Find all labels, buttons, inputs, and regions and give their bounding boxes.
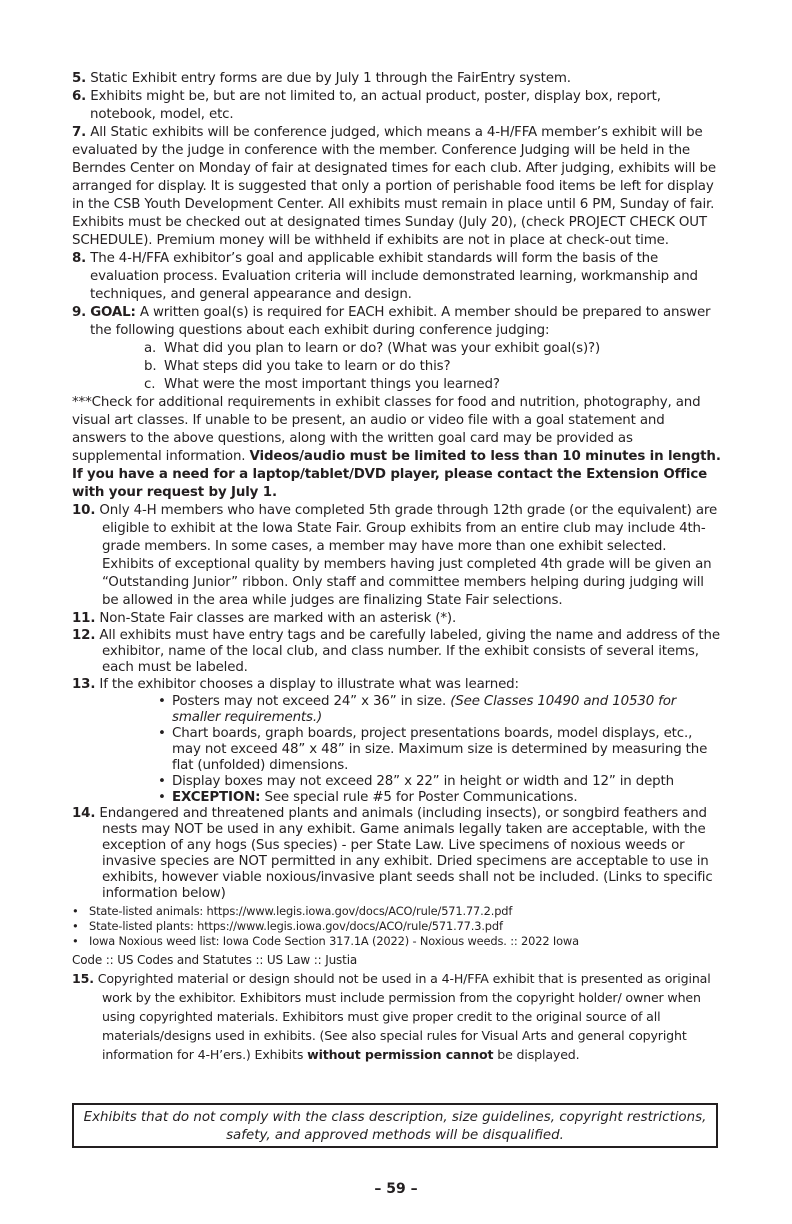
disqualification-notice: Exhibits that do not comply with the class description, size guidelines, copyright restrictions, safety, and approved methods will be disqualified. (72, 1103, 718, 1148)
rule-9 (72, 304, 722, 340)
rule-text: Exhibits might be, but are not limited to, an actual product, poster, display box, report, notebook, model, etc. (90, 89, 661, 122)
rule-number: 10. (72, 503, 96, 518)
goal-note (72, 394, 722, 502)
question-letter: c. (144, 377, 156, 392)
display-size-list (72, 694, 722, 806)
list-item[interactable] (72, 904, 722, 919)
note-bold-text: Videos/audio must be limited to less than 10 minutes in length. If you have a need for a laptop/tablet/DVD player, please contact the Extension Office with your request by July 1. (72, 449, 721, 500)
rule-11 (72, 610, 722, 628)
bullet-italic-text: (See Classes 10490 and 10530 for smaller requirements.) (172, 694, 677, 725)
list-item (158, 790, 722, 806)
rule-5 (72, 70, 722, 88)
list-item (158, 694, 722, 726)
note-text: ***Check for additional requirements in exhibit classes for food and nutrition, photography, and visual art classes. If unable to be present, an audio or video file with a goal statement and answers to the above questions, along with the written goal card may be provided as supplemental information. (72, 395, 701, 464)
bullet-icon: • (72, 919, 79, 933)
list-item (144, 340, 722, 358)
rule-number: 7. (72, 125, 87, 140)
rule-number: 8. (72, 251, 87, 266)
question-letter: a. (144, 341, 157, 356)
rule-end-text: be displayed. (497, 1047, 580, 1062)
rules-content (72, 70, 722, 1064)
rule-6 (72, 88, 722, 124)
bullet-icon: • (72, 904, 79, 918)
bullet-icon: • (72, 934, 79, 948)
rule-text: If the exhibitor chooses a display to illustrate what was learned: (99, 677, 519, 692)
bullet-text: Posters may not exceed 24” x 36” in size. (172, 694, 447, 709)
bullet-text: Chart boards, graph boards, project presentations boards, model displays, etc., may not exceed 48” x 48” in size. Maximum size is determined by measuring the flat (unfolded) dimensions. (172, 726, 708, 773)
bullet-icon: • (158, 694, 166, 709)
rule-text: All exhibits must have entry tags and be carefully labeled, giving the name and address of the exhibitor, name of the local club, and class number. If the exhibit consists of several items, each must be labeled. (99, 628, 720, 675)
bullet-text: See special rule #5 for Poster Communications. (264, 790, 578, 805)
rule-text: Endangered and threatened plants and animals (including insects), or songbird feathers and nests may NOT be used in any exhibit. Game animals legally taken are acceptable, with the exception of any hogs (Sus species) - per State Law. Live specimens of noxious weeds or invasive species are NOT permitted in any exhibit. Dried specimens are acceptable to use in exhibits, however viable noxious/invasive plant seeds shall not be included. (Links to specific information below) (99, 806, 713, 901)
question-text: What did you plan to learn or do? (What was your exhibit goal(s)?) (164, 341, 601, 356)
rule-number: 6. (72, 89, 87, 104)
rule-text: All Static exhibits will be conference judged, which means a 4-H/FFA member’s exhibit will be evaluated by the judge in conference with the member. Conference Judging will be held in the Berndes Center on Monday of fair at designated times for each club. After judging, exhibits will be arranged for display. It is suggested that only a portion of perishable food items be left for display in the CSB Youth Development Center. All exhibits must remain in place until 6 PM, Sunday of fair. Exhibits must be checked out at designated times Sunday (July 20), (check PROJECT CHECK OUT SCHEDULE). Premium money will be withheld if exhibits are not in place at check-out time. (72, 125, 716, 248)
rule-7 (72, 124, 722, 250)
bullet-icon: • (158, 726, 166, 741)
rule-text: Copyrighted material or design should not be used in a 4-H/FFA exhibit that is presented as original work by the exhibitor. Exhibitors must include permission from the copyright holder/ owner when using copyrighted materials. Exhibitors must give proper credit to the original source of all materials/designs used in exhibits. (See also special rules for Visual Arts and general copyright information for 4-H’ers.) Exhibits (97, 971, 711, 1062)
code-reference: Code :: US Codes and Statutes :: US Law :: Justia (72, 953, 358, 967)
rule-text: Only 4-H members who have completed 5th grade through 12th grade (or the equivalent) are eligible to exhibit at the Iowa State Fair. Group exhibits from an entire club may include 4th-grade members. In some cases, a member may have more than one exhibit selected. Exhibits of exceptional quality by members having just completed 4th grade will be given an “Outstanding Junior” ribbon. Only staff and committee members helping during judging will be allowed in the area while judges are finalizing State Fair selections. (99, 503, 718, 608)
list-item[interactable] (72, 919, 722, 934)
rule-number: 5. (72, 71, 87, 86)
rule-number: 14. (72, 806, 96, 821)
rule-text: The 4-H/FFA exhibitor’s goal and applicable exhibit standards will form the basis of the evaluation process. Evaluation criteria will include demonstrated learning, workmanship and techniques, and general appearance and design. (90, 251, 698, 302)
goal-label: GOAL: (90, 305, 136, 320)
bullet-text: Display boxes may not exceed 28” x 22” in height or width and 12” in depth (172, 774, 674, 789)
list-item (144, 376, 722, 394)
question-text: What steps did you take to learn or do this? (164, 359, 451, 374)
bullet-icon: • (158, 774, 166, 789)
link-text[interactable]: State-listed plants: https://www.legis.iowa.gov/docs/ACO/rule/571.77.3.pdf (89, 919, 503, 933)
reference-links (72, 904, 722, 949)
question-letter: b. (144, 359, 157, 374)
rule-13 (72, 676, 722, 694)
rule-number: 13. (72, 677, 96, 692)
question-text: What were the most important things you learned? (164, 377, 500, 392)
rule-10 (72, 502, 722, 610)
rule-number: 15. (72, 971, 94, 986)
rule-number: 11. (72, 611, 96, 626)
rule-text: Non-State Fair classes are marked with an asterisk (*). (99, 611, 457, 626)
list-item (158, 774, 722, 790)
link-text[interactable]: State-listed animals: https://www.legis.iowa.gov/docs/ACO/rule/571.77.2.pdf (89, 904, 513, 918)
exception-label: EXCEPTION: (172, 790, 261, 805)
rule-number: 12. (72, 628, 96, 643)
list-item[interactable] (72, 934, 722, 949)
rule-number: 9. (72, 305, 87, 320)
rule-text: Static Exhibit entry forms are due by July 1 through the FairEntry system. (90, 71, 571, 86)
bullet-icon: • (158, 790, 166, 805)
rule-12 (72, 628, 722, 676)
page-number: – 59 – (374, 1181, 418, 1197)
goal-questions (72, 340, 722, 394)
rule-text: A written goal(s) is required for EACH exhibit. A member should be prepared to answer the following questions about each exhibit during conference judging: (90, 305, 711, 338)
rule-15 (72, 969, 722, 1064)
rule-bold-text: without permission cannot (307, 1047, 494, 1062)
list-item (144, 358, 722, 376)
rule-8 (72, 250, 722, 304)
link-text[interactable]: Iowa Noxious weed list: Iowa Code Section 317.1A (2022) - Noxious weeds. :: 2022 Iowa (89, 934, 579, 948)
list-item (158, 726, 722, 774)
rule-14 (72, 806, 722, 902)
